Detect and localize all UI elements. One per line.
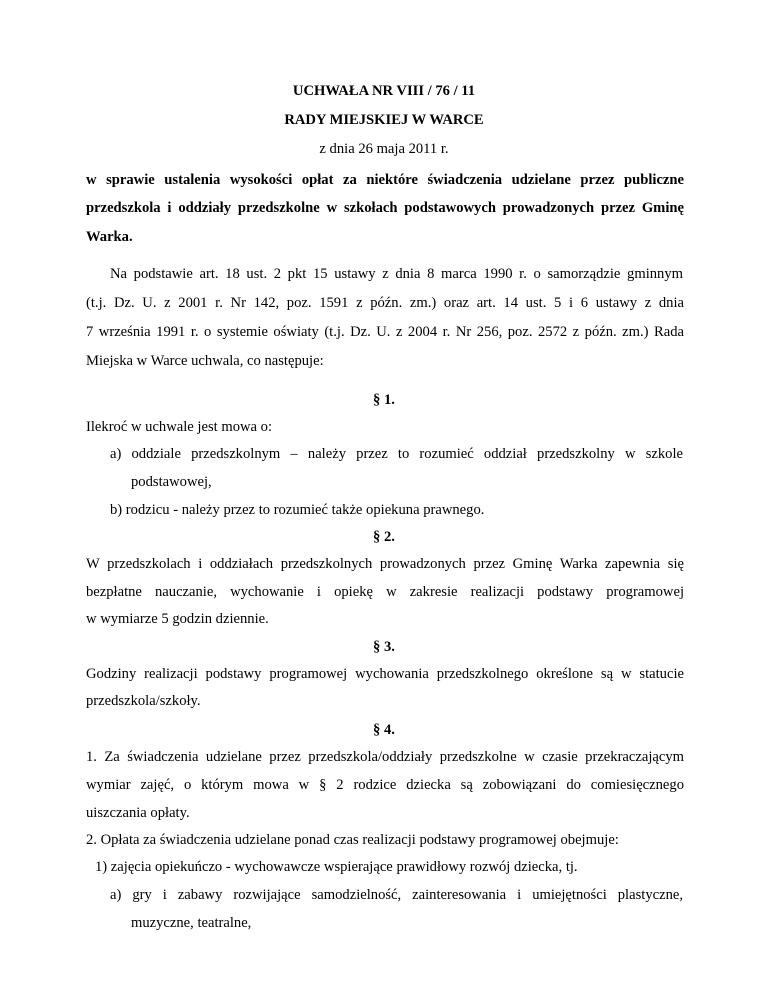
section-1-heading: § 1. [373, 392, 395, 408]
subject-line-1: w sprawie ustalenia wysokości opłat za niektóre świadczenia udzielane przez publiczne [86, 172, 684, 188]
section-2-line-3: w wymiarze 5 godzin dziennie. [86, 611, 269, 627]
council-name: RADY MIEJSKIEJ W WARCE [284, 112, 484, 128]
section-4-p1-line-2: wymiar zajęć, o którym mowa w § 2 rodzice dziecka są zobowiązani do comiesięcznego [86, 777, 684, 793]
section-4-heading: § 4. [373, 722, 395, 738]
section-4-p1-line-3: uiszczania opłaty. [86, 805, 190, 821]
section-4-item-1a-line-1: a) gry i zabawy rozwijające samodzielność, zainteresowania i umiejętności plastyczne, [110, 887, 683, 903]
preamble-line-1: Na podstawie art. 18 ust. 2 pkt 15 ustawy z dnia 8 marca 1990 r. o samorządzie gminnym [110, 266, 683, 282]
section-1-item-a-line-1: a) oddziale przedszkolnym – należy przez to rozumieć oddział przedszkolny w szkole [110, 446, 683, 462]
resolution-date: z dnia 26 maja 2011 r. [319, 141, 449, 157]
section-4-item-1a-line-2: muzyczne, teatralne, [131, 915, 252, 931]
subject-line-3: Warka. [86, 229, 133, 245]
section-2-heading: § 2. [373, 529, 395, 545]
section-4-item-1: 1) zajęcia opiekuńczo - wychowawcze wspierające prawidłowy rozwój dziecka, tj. [95, 859, 578, 875]
section-1-item-a-line-2: podstawowej, [131, 474, 212, 490]
resolution-title: UCHWAŁA NR VIII / 76 / 11 [292, 83, 476, 99]
section-1-item-b: b) rodzicu - należy przez to rozumieć także opiekuna prawnego. [110, 502, 485, 518]
section-1-intro: Ilekroć w uchwale jest mowa o: [86, 419, 273, 435]
section-2-line-2: bezpłatne nauczanie, wychowanie i opiekę w zakresie realizacji podstawy programowej [86, 584, 684, 600]
section-3-heading: § 3. [373, 639, 395, 655]
preamble-line-2: (t.j. Dz. U. z 2001 r. Nr 142, poz. 1591 z późn. zm.) oraz art. 14 ust. 5 i 6 ustawy z dnia [86, 295, 684, 311]
section-4-p1-line-1: 1. Za świadczenia udzielane przez przedszkola/oddziały przedszkolne w czasie przekraczającym [86, 749, 684, 765]
section-4-p2-line-1: 2. Opłata za świadczenia udzielane ponad czas realizacji podstawy programowej obejmuje: [86, 832, 619, 848]
preamble-line-3: 7 września 1991 r. o systemie oświaty (t.j. Dz. U. z 2004 r. Nr 256, poz. 2572 z późn. zm.) Rada [86, 324, 684, 340]
section-2-line-1: W przedszkolach i oddziałach przedszkolnych prowadzonych przez Gminę Warka zapewnia się [86, 556, 684, 572]
section-3-line-2: przedszkola/szkoły. [86, 693, 201, 709]
preamble-line-4: Miejska w Warce uchwala, co następuje: [86, 353, 324, 369]
subject-line-2: przedszkola i oddziały przedszkolne w szkołach podstawowych prowadzonych przez Gminę [86, 200, 684, 216]
section-3-line-1: Godziny realizacji podstawy programowej wychowania przedszkolnego określone są w statucie [86, 666, 684, 682]
